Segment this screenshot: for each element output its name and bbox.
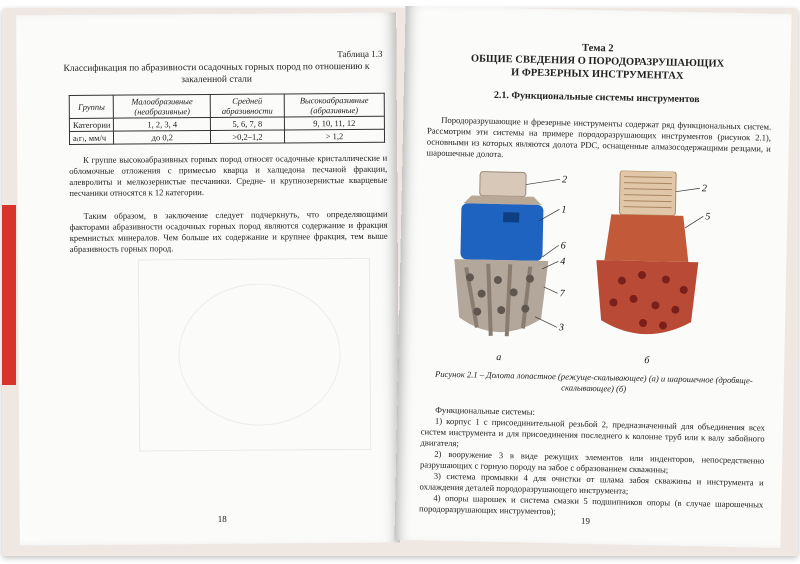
show-through-curve: [178, 283, 341, 426]
topic-number: Тема 2: [581, 42, 614, 55]
topic-title-line-2: И ФРЕЗЕРНЫХ ИНСТРУМЕНТАХ: [510, 67, 684, 82]
table-header-cell: Группы: [69, 95, 114, 118]
section-title: 2.1. Функциональные системы инструментов: [493, 89, 700, 106]
drill-bits-figure: [428, 167, 762, 374]
table-cell: 9, 10, 11, 12: [284, 116, 384, 130]
table-cell: до 0,2: [114, 130, 211, 144]
figure-letter-b: б: [644, 355, 650, 367]
figure-letter-a: а: [496, 351, 502, 364]
functional-systems-list: [419, 404, 765, 521]
table-header-cell: Средней абразивности: [210, 94, 284, 118]
callout-3: 3: [558, 322, 565, 334]
table-header-cell: Малоабразивные (неабразивные): [114, 94, 211, 118]
table-cell: Категории: [69, 118, 114, 131]
intro-paragraph: Породоразрушающие и фрезерные инструменты содержат ряд функциональных систем. Рассмотрим эти системы на примере породоразрушающих инструментов (рисунок 2.1), основными из которых являются долота PDC, оснащенные алмазосодержащими резцами, и шарошечные долота.: [426, 114, 772, 160]
table-header-row: [69, 93, 384, 118]
list-item: 1) корпус 1 с присоединительной резьбой 2, предназначенный для объединения всех систем инструмента и для присоединения последнего к колонне труб или к валу забойного двигателя;: [420, 415, 765, 449]
table-row: [69, 129, 384, 144]
table-cell: 5, 6, 7, 8: [210, 117, 284, 131]
callout-6: 6: [560, 240, 566, 252]
figure-caption: Рисунок 2.1 – Долота лопастное (режуще-скалывающее) (а) и шарошечное (дробяще-скалывающее) (б): [434, 368, 753, 394]
right-page: [394, 6, 791, 548]
topic-title: [424, 38, 771, 84]
callout-1: 1: [561, 204, 567, 216]
abrasiveness-table: [69, 93, 385, 145]
callout-5: 5: [705, 211, 711, 223]
table-caption: Классификация по абразивности осадочных горных пород по отношению к закаленной стали: [63, 61, 370, 86]
page-number-right: 19: [580, 515, 590, 526]
callout-7: 7: [559, 288, 565, 300]
pdc-bit-illustration: [453, 171, 550, 337]
table-cell: > 1,2: [284, 129, 384, 143]
systems-heading: Функциональные системы:: [435, 404, 536, 417]
callout-2b: 2: [701, 183, 707, 195]
cover-spine-red: [2, 205, 16, 385]
callout-4: 4: [560, 256, 566, 268]
callout-2a: 2: [561, 174, 568, 186]
paragraph-high-abrasive: К группе высокоабразивных горных пород относят осадочные кристаллические и обломочные отложения с примесью кварца и халцедона песчаной фракции, алевролиты и мелкозернистые песчаники. Средне- и крупнозернистые кварцевые песчаники относятся к 12 категории.: [69, 152, 388, 198]
paragraph-conclusion: Таким образом, в заключение следует подчеркнуть, что определяющими факторами абразивности осадочных горных пород являются содержание и фракция кремнистых минералов. Чем больше их содержание и крупнее фракция, тем выше абразивность горных пород.: [69, 208, 388, 254]
table-number: Таблица 1.3: [337, 48, 383, 60]
table-header-cell: Высокоабразивные (абразивные): [284, 93, 384, 117]
roller-cone-bit-illustration: [595, 170, 700, 335]
left-page: [16, 13, 400, 546]
topic-title-line-1: ОБЩИЕ СВЕДЕНИЯ О ПОРОДОРАЗРУШАЮЩИХ: [470, 53, 725, 70]
list-item: 4) опоры шарошек и система смазки 5 подшипников опоры (в случае шарошечных породоразрушающих инструментов);: [419, 492, 764, 517]
list-item: 2) вооружение 3 в виде режущих элементов или инденторов, непосредственно разрушающих с горную породу на забое с образованием скважины;: [419, 448, 765, 475]
table-cell: >0,2–1,2: [211, 130, 285, 144]
page-number-left: 18: [217, 513, 227, 524]
list-item: 3) система промывки 4 для очистки от шлама забоя скважины и инструмента и охлаждения деталей породоразрушающего инструмента;: [419, 470, 764, 496]
table-cell: а₍г₎, мм/ч: [69, 131, 114, 144]
table-cell: 1, 2, 3, 4: [114, 117, 211, 131]
